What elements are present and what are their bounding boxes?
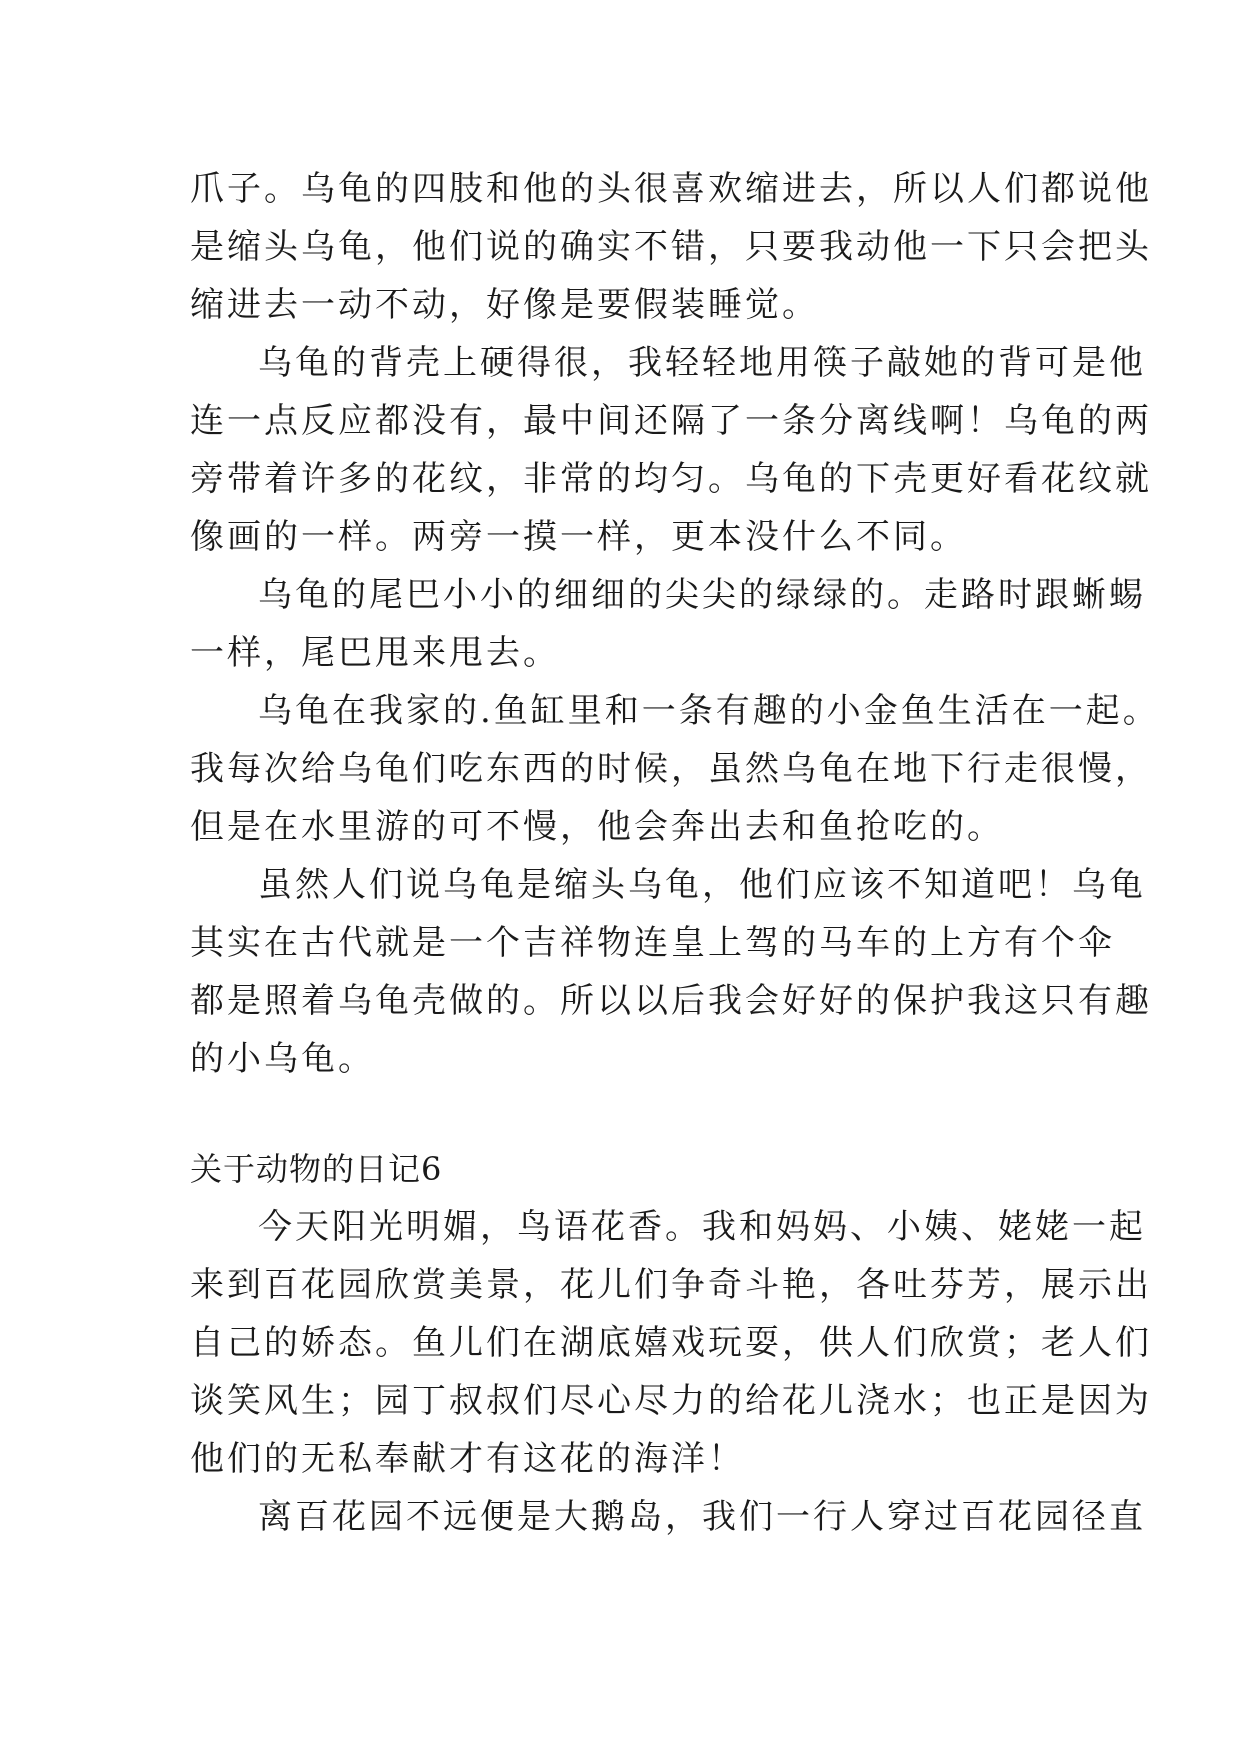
text-line: 都是照着乌龟壳做的。所以以后我会好好的保护我这只有趣 [190, 981, 1152, 1021]
text-line: 一样，尾巴甩来甩去。 [190, 633, 560, 673]
text-line: 缩进去一动不动，好像是要假装睡觉。 [190, 285, 819, 325]
section-title: 关于动物的日记6 [190, 1150, 443, 1188]
text-line: 但是在水里游的可不慢，他会奔出去和鱼抢吃的。 [190, 807, 1004, 847]
text-line: 谈笑风生；园丁叔叔们尽心尽力的给花儿浇水；也正是因为 [190, 1381, 1152, 1421]
text-line: 乌龟的尾巴小小的细细的尖尖的绿绿的。走路时跟蜥蜴 [258, 575, 1146, 615]
text-line: 今天阳光明媚，鸟语花香。我和妈妈、小姨、姥姥一起 [258, 1207, 1146, 1247]
text-line: 是缩头乌龟，他们说的确实不错，只要我动他一下只会把头 [190, 227, 1152, 267]
section-spacer [190, 1088, 1070, 1140]
text-line: 他们的无私奉献才有这花的海洋！ [190, 1439, 745, 1479]
text-line: 像画的一样。两旁一摸一样，更本没什么不同。 [190, 517, 967, 557]
text-line: 虽然人们说乌龟是缩头乌龟，他们应该不知道吧！乌龟 [258, 865, 1146, 905]
paragraph-continuation [190, 160, 1152, 334]
document-body [190, 160, 1160, 1546]
paragraph-conclusion [190, 856, 1152, 1088]
text-line: 爪子。乌龟的四肢和他的头很喜欢缩进去，所以人们都说他 [190, 169, 1152, 209]
paragraph-shell [190, 334, 1152, 566]
text-line: 旁带着许多的花纹，非常的均匀。乌龟的下壳更好看花纹就 [190, 459, 1152, 499]
text-line: 的小乌龟。 [190, 1039, 375, 1079]
text-line: 自己的娇态。鱼儿们在湖底嬉戏玩耍，供人们欣赏；老人们 [190, 1323, 1152, 1363]
paragraph-goose-island [190, 1488, 1146, 1546]
paragraph-fish-tank [190, 682, 1160, 856]
text-line: 离百花园不远便是大鹅岛，我们一行人穿过百花园径直 [258, 1497, 1146, 1537]
text-line: 其实在古代就是一个吉祥物连皇上驾的马车的上方有个伞 [190, 923, 1115, 963]
text-line: 乌龟的背壳上硬得很，我轻轻地用筷子敲她的背可是他 [258, 343, 1146, 383]
text-line: 来到百花园欣赏美景，花儿们争奇斗艳，各吐芬芳，展示出 [190, 1265, 1152, 1305]
text-line: 连一点反应都没有，最中间还隔了一条分离线啊！乌龟的两 [190, 401, 1152, 441]
paragraph-tail [190, 566, 1146, 682]
text-line: 我每次给乌龟们吃东西的时候，虽然乌龟在地下行走很慢， [190, 749, 1152, 789]
paragraph-garden [190, 1198, 1152, 1488]
text-line: 乌龟在我家的.鱼缸里和一条有趣的小金鱼生活在一起。 [258, 691, 1160, 731]
